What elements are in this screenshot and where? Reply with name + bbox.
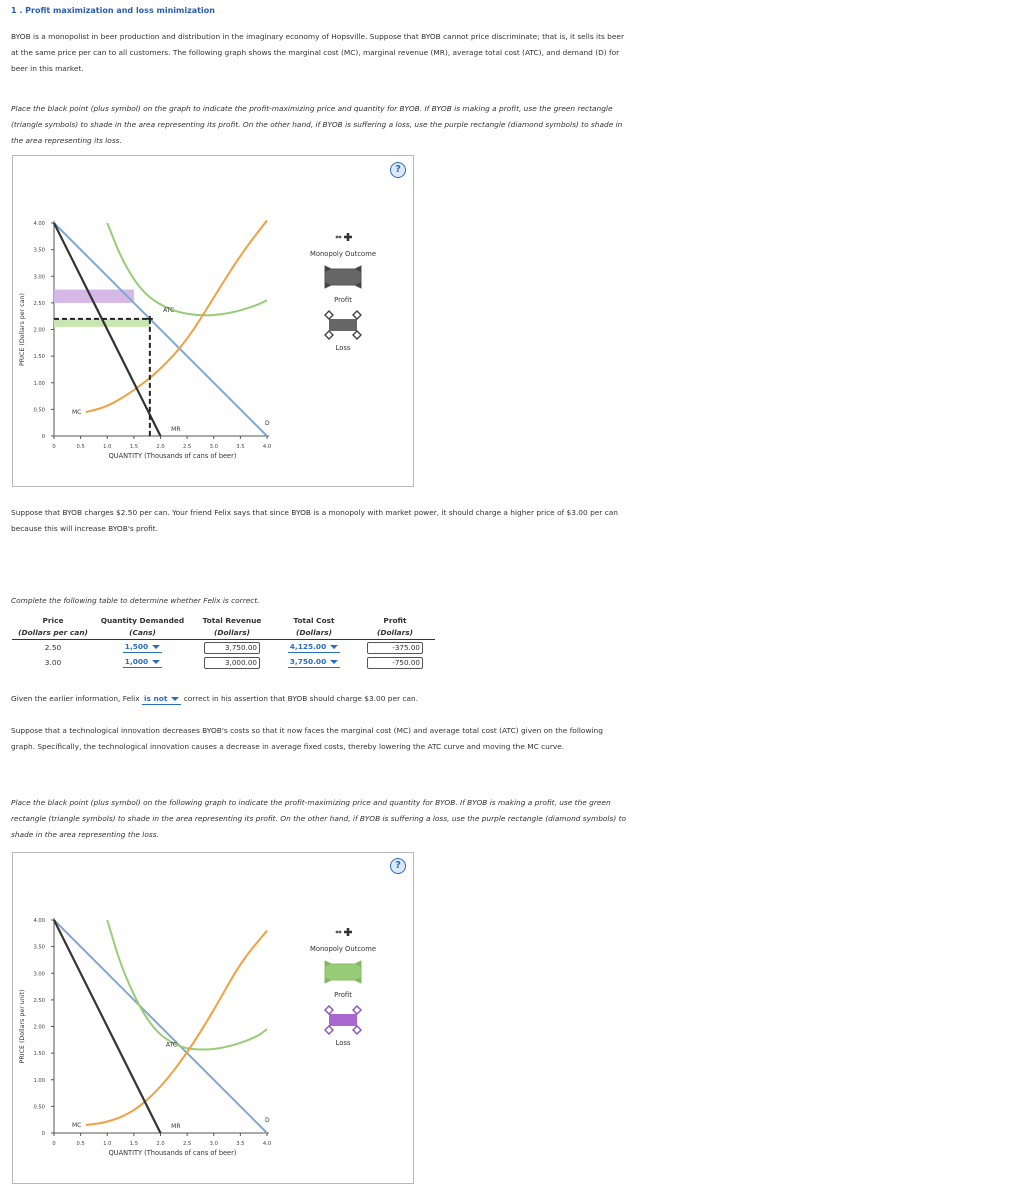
profit-tool[interactable] bbox=[293, 957, 393, 987]
felix-text: Suppose that BYOB charges $2.50 per can. Your friend Felix says that since BYOB is a monopoly with market power, it should charge a higher price of $3.00 per can because this will increase BYOB's profit. bbox=[11, 508, 618, 533]
series-d-line bbox=[54, 223, 267, 436]
atc-label: ATC bbox=[163, 307, 175, 315]
y-tick-label: 2.50 bbox=[33, 300, 45, 307]
table-row bbox=[12, 655, 435, 670]
monopoly-outcome-label: Monopoly Outcome bbox=[309, 945, 377, 953]
col-quantity: Quantity Demanded (Cans) bbox=[100, 616, 185, 637]
chevron-down-icon bbox=[171, 697, 179, 701]
mc-label: MC bbox=[71, 409, 82, 417]
atc-label: ATC bbox=[165, 1041, 177, 1049]
profit-table bbox=[12, 615, 435, 670]
x-tick-label: 4.0 bbox=[262, 1141, 272, 1147]
loss-label: Loss bbox=[335, 344, 351, 352]
x-tick-label: 2.5 bbox=[183, 1141, 192, 1147]
x-tick-label: 0.5 bbox=[76, 444, 85, 450]
table-instruction: Complete the following table to determine whether Felix is correct. bbox=[11, 596, 260, 605]
y-tick-label: 1.50 bbox=[33, 354, 45, 361]
series-d-line bbox=[54, 920, 267, 1133]
col-revenue: Total Revenue (Dollars) bbox=[202, 616, 262, 637]
y-axis-label: PRICE (Dollars per unit) bbox=[19, 989, 26, 1064]
profit-tool[interactable] bbox=[293, 262, 393, 292]
y-tick-label: 1.00 bbox=[33, 1077, 45, 1084]
x-tick-label: 1.5 bbox=[129, 444, 138, 450]
loss-tool[interactable] bbox=[293, 1005, 393, 1035]
y-tick-label: 1.00 bbox=[33, 380, 45, 387]
series-mr-line bbox=[54, 920, 161, 1133]
x-tick-label: 0 bbox=[52, 1141, 56, 1147]
x-tick-label: 4.0 bbox=[262, 444, 272, 450]
monopoly-outcome-tool[interactable] bbox=[293, 226, 393, 246]
x-tick-label: 3.0 bbox=[209, 444, 218, 450]
instruction-2: Place the black point (plus symbol) on the following graph to indicate the profit-maximizing price and quantity for BYOB. If BYOB is making a profit, use the green rectangle (triangle symbols) to shade in the area representing its profit. On the other hand, if BYOB is suffering a loss, use the purple rectangle (diamond symbols) to shade in the area representing the loss. bbox=[11, 798, 626, 839]
mr-label: MR bbox=[171, 426, 181, 433]
y-tick-label: 3.50 bbox=[33, 247, 45, 254]
series-mc-line bbox=[86, 931, 267, 1125]
y-tick-label: 0.50 bbox=[33, 1104, 45, 1111]
series-mr-line bbox=[54, 223, 161, 436]
price-cell: 3.00 bbox=[44, 658, 62, 667]
conclusion-line: Given the earlier information, Felix is not correct in his assertion that BYOB should charge $3.00 per can. bbox=[11, 694, 419, 703]
y-tick-label: 0 bbox=[41, 1131, 45, 1137]
tool-palette bbox=[293, 226, 393, 352]
col-price: Price (Dollars per can) bbox=[18, 616, 88, 637]
chevron-down-icon bbox=[152, 645, 160, 649]
x-tick-label: 3.0 bbox=[209, 1141, 218, 1147]
tool-palette bbox=[293, 921, 393, 1047]
x-tick-label: 1.5 bbox=[129, 1141, 138, 1147]
profit-label: Profit bbox=[334, 296, 352, 304]
intro-text: BYOB is a monopolist in beer production and distribution in the imaginary economy of Hopsville. Suppose that BYOB cannot price discriminate; that is, it sells its beer at the same price per can to all customers. The following graph shows the marginal cost (MC), marginal revenue (MR), average total cost (ATC), and demand (D) for beer in this market. bbox=[11, 32, 625, 73]
assertion-dropdown[interactable]: is not bbox=[142, 694, 181, 705]
x-tick-label: 2.0 bbox=[156, 444, 165, 450]
cost-dropdown[interactable]: 4,125.00 bbox=[288, 642, 340, 653]
series-mc-line bbox=[86, 220, 267, 412]
question-title: 1 . Profit maximization and loss minimization bbox=[11, 6, 215, 15]
y-tick-label: 3.50 bbox=[33, 944, 45, 951]
x-axis-label: QUANTITY (Thousands of cans of beer) bbox=[108, 452, 237, 460]
table-row bbox=[12, 640, 435, 656]
x-tick-label: 1.0 bbox=[103, 444, 112, 450]
graph-panel-1 bbox=[12, 155, 414, 487]
x-tick-label: 1.0 bbox=[103, 1141, 112, 1147]
col-cost: Total Cost (Dollars) bbox=[293, 616, 335, 637]
chevron-down-icon bbox=[152, 660, 160, 664]
chevron-down-icon bbox=[330, 660, 338, 664]
profit-label: Profit bbox=[334, 991, 352, 999]
revenue-input[interactable]: 3,000.00 bbox=[204, 657, 260, 669]
help-icon[interactable]: ? bbox=[390, 858, 406, 874]
x-tick-label: 3.5 bbox=[236, 1141, 245, 1147]
price-cell: 2.50 bbox=[44, 643, 62, 652]
y-tick-label: 2.00 bbox=[33, 1024, 45, 1031]
y-tick-label: 4.00 bbox=[33, 918, 45, 924]
mr-label: MR bbox=[171, 1123, 181, 1130]
quantity-dropdown[interactable]: 1,500 bbox=[123, 642, 162, 653]
d-label: D bbox=[265, 420, 270, 427]
y-tick-label: 4.00 bbox=[33, 221, 45, 227]
y-tick-label: 0.50 bbox=[33, 407, 45, 414]
profit-input[interactable]: -750.00 bbox=[367, 657, 423, 669]
profit-input[interactable]: -375.00 bbox=[367, 642, 423, 654]
tech-text: Suppose that a technological innovation decreases BYOB's costs so that it now faces the marginal cost (MC) and average total cost (ATC) given on the following graph. Specifically, the technological innovation causes a decrease in average fixed costs, thereby lowering the ATC curve and moving the MC curve. bbox=[11, 726, 603, 751]
x-tick-label: 2.0 bbox=[156, 1141, 165, 1147]
x-tick-label: 0.5 bbox=[76, 1141, 85, 1147]
monopoly-outcome-label: Monopoly Outcome bbox=[309, 250, 377, 258]
y-tick-label: 2.50 bbox=[33, 997, 45, 1004]
loss-label: Loss bbox=[335, 1039, 351, 1047]
help-icon[interactable]: ? bbox=[390, 162, 406, 178]
y-tick-label: 0 bbox=[41, 434, 45, 440]
instruction-1: Place the black point (plus symbol) on the graph to indicate the profit-maximizing price and quantity for BYOB. If BYOB is making a profit, use the green rectangle (triangle symbols) to shade in the area representing its profit. On the other hand, if BYOB is suffering a loss, use the purple rectangle (diamond symbols) to shade in the area representing its loss. bbox=[11, 104, 623, 145]
y-tick-label: 2.00 bbox=[33, 327, 45, 334]
x-tick-label: 2.5 bbox=[183, 444, 192, 450]
x-axis-label: QUANTITY (Thousands of cans of beer) bbox=[108, 1149, 237, 1157]
cost-dropdown[interactable]: 3,750.00 bbox=[288, 657, 340, 668]
graph-panel-2 bbox=[12, 852, 414, 1184]
chevron-down-icon bbox=[330, 645, 338, 649]
revenue-input[interactable]: 3,750.00 bbox=[204, 642, 260, 654]
monopoly-outcome-tool[interactable] bbox=[293, 921, 393, 941]
y-tick-label: 3.00 bbox=[33, 971, 45, 978]
quantity-dropdown[interactable]: 1,000 bbox=[123, 657, 162, 668]
y-axis-label: PRICE (Dollars per can) bbox=[19, 292, 26, 367]
series-atc-line bbox=[107, 920, 267, 1050]
y-tick-label: 1.50 bbox=[33, 1051, 45, 1058]
x-tick-label: 3.5 bbox=[236, 444, 245, 450]
mc-label: MC bbox=[71, 1122, 82, 1130]
y-tick-label: 3.00 bbox=[33, 274, 45, 281]
col-profit: Profit (Dollars) bbox=[376, 616, 414, 637]
loss-tool[interactable] bbox=[293, 310, 393, 340]
d-label: D bbox=[265, 1117, 270, 1124]
x-tick-label: 0 bbox=[52, 444, 56, 450]
